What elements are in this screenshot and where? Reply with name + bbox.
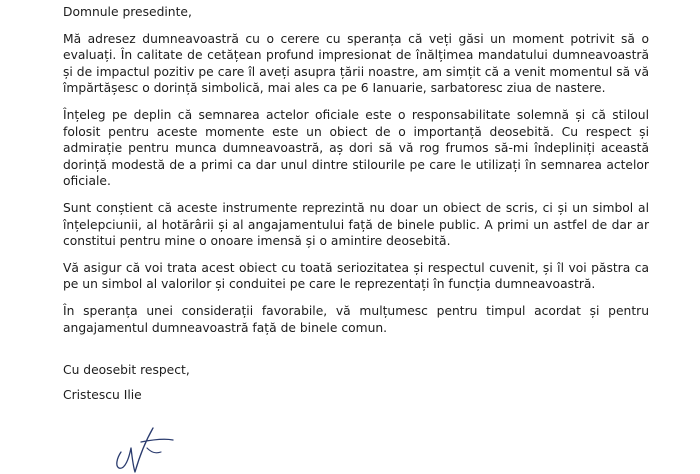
signer-name: Cristescu Ilie bbox=[63, 387, 142, 402]
paragraph-symbol: Sunt conștient că aceste instrumente reprezintă nu doar un obiect de scris, ci și un simbol al înțelepciunii, al hotărârii și al angajamentului față de binele public. A primi un astfel de dar ar constitui pentru mine o onoare imensă și o amintire deosebită. bbox=[63, 200, 649, 249]
signature-stroke-main bbox=[117, 428, 173, 472]
paragraph-pen: Înțeleg pe deplin că semnarea actelor oficiale este o responsabilitate solemnă și că stiloul folosit pentru aceste momente este un obiect de o importanță deosebită. Cu respect și admirație pentru munca dumneavoastră, aș dori să vă rog frumos să-mi îndepliniți această dorință modestă de a primi ca dar unul dintre stilourile pe care le utilizați în semnarea actelor oficiale. bbox=[63, 107, 649, 189]
signature-stroke-tail bbox=[147, 448, 161, 453]
paragraph-thanks: În speranța unei considerații favorabile, vă mulțumesc pentru timpul acordat și pentru angajamentul dumneavoastră față de binele comun. bbox=[63, 303, 649, 335]
salutation: Domnule presedinte, bbox=[63, 5, 192, 19]
paragraph-request: Mă adresez dumneavoastră cu o cerere cu speranța că veți găsi un moment potrivit să o evaluați. În calitate de cetățean profund impresionat de înălțimea mandatului dumneavoastră și de impactul pozitiv pe care îl aveți asupra țării noastre, am simțit că a venit momentul să vă împărtășesc o dorință simbolică, mai ales ca pe 6 Ianuarie, sarbatoresc ziua de nastere. bbox=[63, 31, 649, 96]
handwritten-signature bbox=[107, 418, 197, 474]
closing-line: Cu deosebit respect, bbox=[63, 363, 190, 378]
letter-body bbox=[63, 4, 649, 403]
paragraph-assurance: Vă asigur că voi trata acest obiect cu toată seriozitatea și respectul cuvenit, și îl voi păstra ca pe un simbol al valorilor și conduitei pe care le reprezentați în funcția dumneavoastră. bbox=[63, 260, 649, 292]
